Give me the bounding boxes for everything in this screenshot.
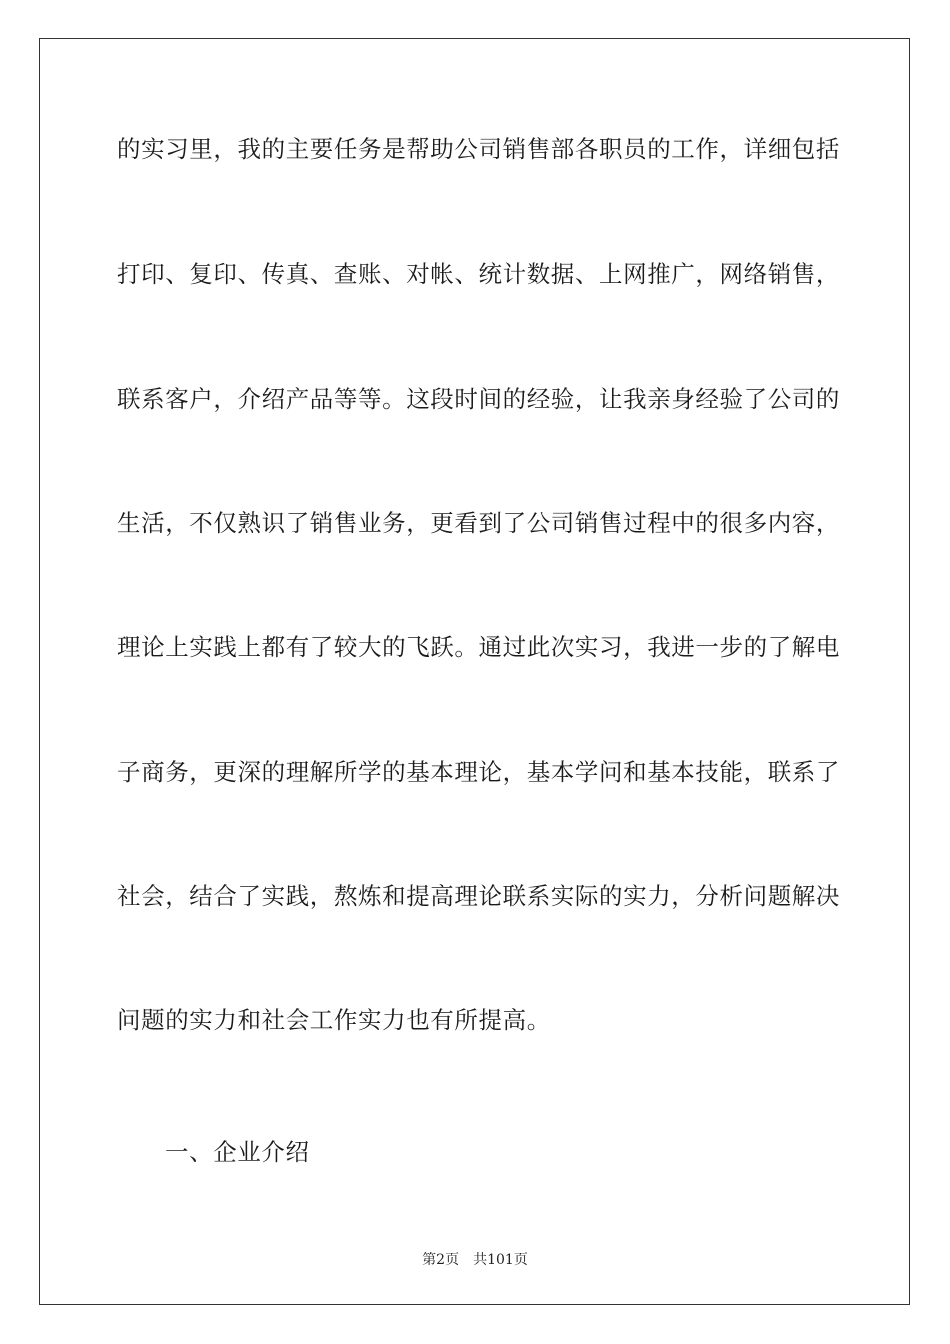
paragraph-line-1: 的实习里，我的主要任务是帮助公司销售部各职员的工作，详细包括 [117,135,840,163]
page-total: 共101页 [473,1252,528,1268]
page-number: 第2页 [422,1252,460,1268]
paragraph-line-4: 生活，不仅熟识了销售业务，更看到了公司销售过程中的很多内容， [117,509,840,537]
page-footer [0,1249,950,1269]
section-heading: 一、企业介绍 [165,1138,310,1166]
page-border [39,38,910,1305]
paragraph-line-8: 问题的实力和社会工作实力也有所提高。 [117,1006,551,1034]
paragraph-line-5: 理论上实践上都有了较大的飞跃。通过此次实习，我进一步的了解电 [117,633,840,661]
paragraph-line-2: 打印、复印、传真、查账、对帐、统计数据、上网推广，网络销售， [117,260,840,288]
paragraph-line-6: 子商务，更深的理解所学的基本理论，基本学问和基本技能，联系了 [117,758,840,786]
paragraph-line-7: 社会，结合了实践，熬炼和提高理论联系实际的实力，分析问题解决 [117,882,840,910]
paragraph-line-3: 联系客户，介绍产品等等。这段时间的经验，让我亲身经验了公司的 [117,385,840,413]
